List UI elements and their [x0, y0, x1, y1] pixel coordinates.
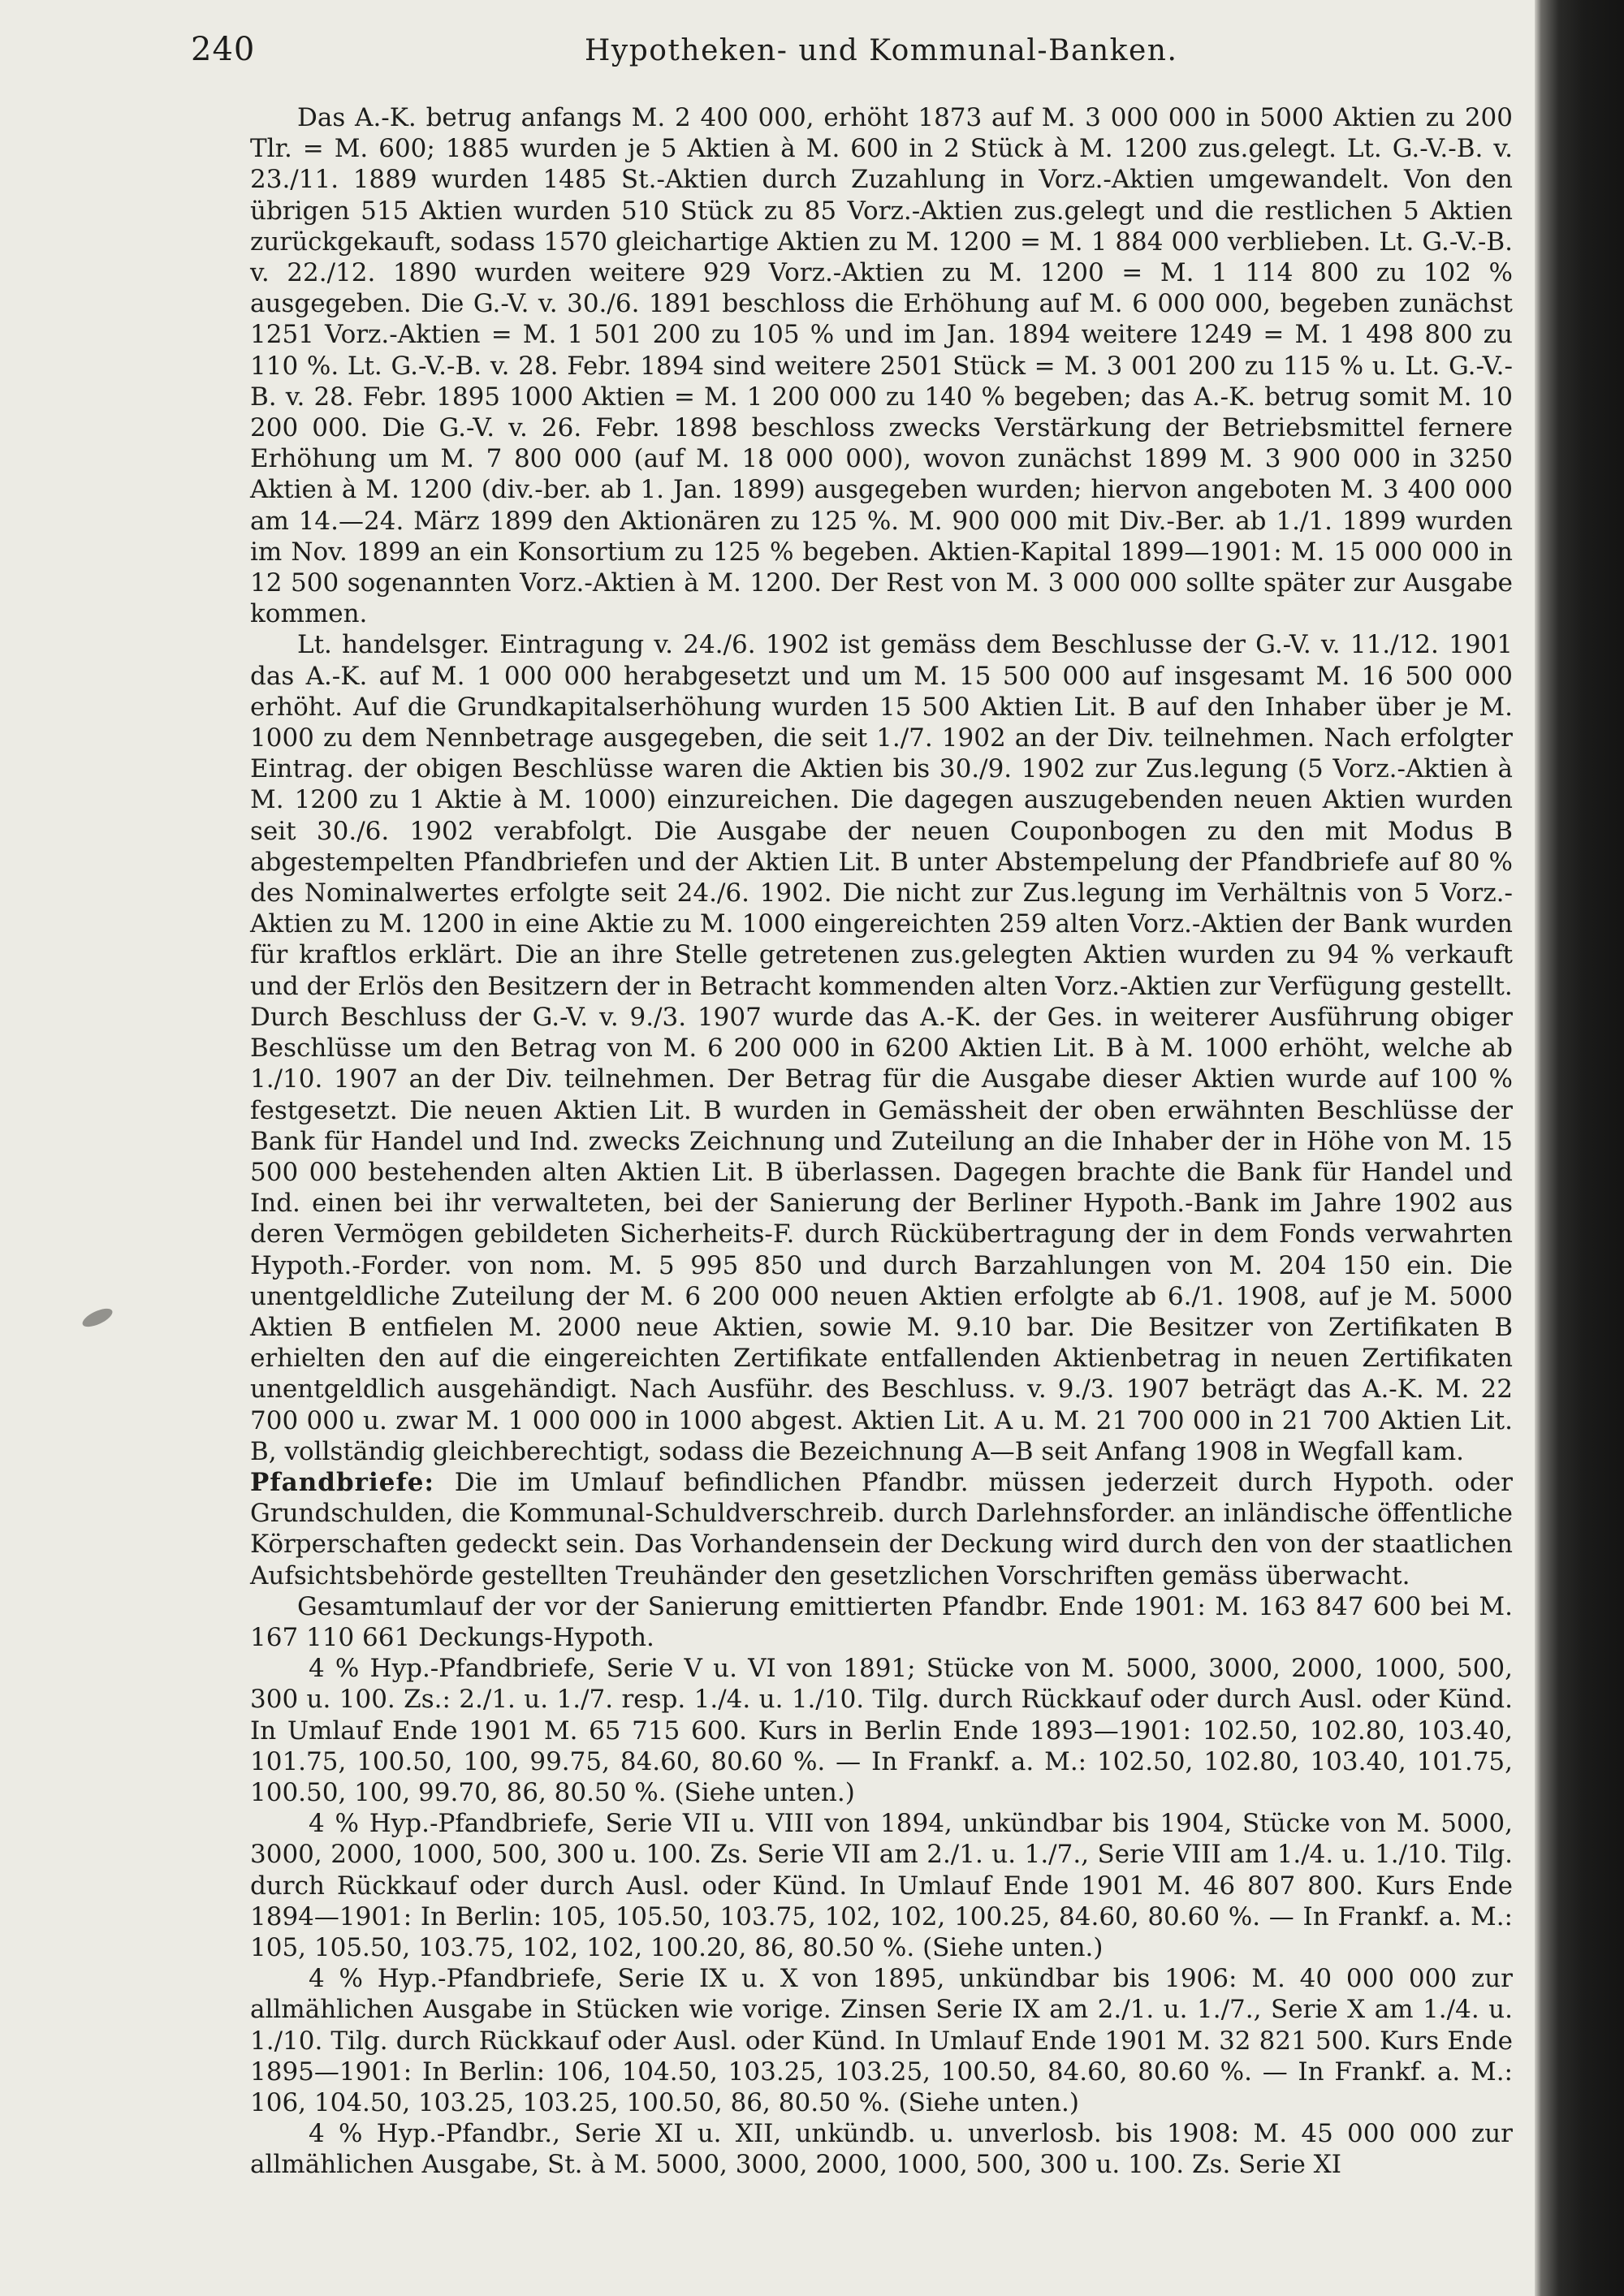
paragraph-series-ix-x: 4 % Hyp.-Pfandbriefe, Serie IX u. X von 1895, unkündbar bis 1906: M. 40 000 000 zur allmählichen Ausgabe in Stücken wie vorige. Zinsen Serie IX am 2./1. u. 1./7., Serie X am 1./4. u. 1./10. Tilg. durch Rückkauf oder Ausl. oder Künd. In Umlauf Ende 1901 M. 32 821 500. Kurs Ende 1895—1901: In Berlin: 106, 104.50, 103.25, 103.25, 100.50, 84.60, 80.60 %. — In Frankf. a. M.: 106, 104.50, 103.25, 103.25, 100.50, 86, 80.50 %. (Siehe unten.) [250, 1964, 1513, 2117]
paragraph-pfandbriefe [250, 1467, 1513, 1591]
pfandbriefe-term: Pfandbriefe: [250, 1467, 434, 1497]
paragraph-capital-increase-1907: Durch Beschluss der G.-V. v. 9./3. 1907 wurde das A.-K. der Ges. in weiterer Ausführung obiger Beschlüsse um den Betrag von M. 6 200 000 in 6200 Aktien Lit. B à M. 1000 erhöht, welche ab 1./10. 1907 an der Div. teilnehmen. Der Betrag für die Ausgabe dieser Aktien wurde auf 100 % festgesetzt. Die neuen Aktien Lit. B wurden in Gemässheit der oben erwähnten Beschlüsse der Bank für Handel und Ind. zwecks Zeichnung und Zuteilung an die Inhaber der in Höhe von M. 15 500 000 bestehenden alten Aktien Lit. B überlassen. Dagegen brachte die Bank für Handel und Ind. einen bei ihr verwalteten, bei der Sanierung der Berliner Hypoth.-Bank im Jahre 1902 aus deren Vermögen gebildeten Sicherheits-F. durch Rückübertragung der in dem Fonds verwahrten Hypoth.-Forder. von nom. M. 5 995 850 und durch Barzahlungen von M. 204 150 ein. Die unentgeldliche Zuteilung der M. 6 200 000 neuen Aktien erfolgte ab 6./1. 1908, auf je M. 5000 Aktien B entfielen M. 2000 neue Aktien, sowie M. 9.10 bar. Die Besitzer von Zertifikaten B erhielten den auf die eingereichten Zertifikate entfallenden Aktienbetrag in neuen Zertifikaten unentgeldlich ausgehändigt. Nach Ausführ. des Beschluss. v. 9./3. 1907 beträgt das A.-K. M. 22 700 000 u. zwar M. 1 000 000 in 1000 abgest. Aktien Lit. A u. M. 21 700 000 in 21 700 Aktien Lit. B, vollständig gleichberechtigt, sodass die Bezeichnung A—B seit Anfang 1908 in Wegfall kam. [250, 1002, 1513, 1466]
paragraph-capital-reduction-1902: Lt. handelsger. Eintragung v. 24./6. 1902 ist gemäss dem Beschlusse der G.-V. v. 11./12. 1901 das A.-K. auf M. 1 000 000 herabgesetzt und um M. 15 500 000 auf insgesamt M. 16 500 000 erhöht. Auf die Grundkapitalserhöhung wurden 15 500 Aktien Lit. B auf den Inhaber über je M. 1000 zu dem Nennbetrage ausgegeben, die seit 1./7. 1902 an der Div. teilnehmen. Nach erfolgter Eintrag. der obigen Beschlüsse waren die Aktien bis 30./9. 1902 zur Zus.legung (5 Vorz.-Aktien à M. 1200 zu 1 Aktie à M. 1000) einzureichen. Die dagegen auszugebenden neuen Aktien wurden seit 30./6. 1902 verabfolgt. Die Ausgabe der neuen Couponbogen zu den mit Modus B abgestempelten Pfandbriefen und der Aktien Lit. B unter Abstempelung der Pfandbriefe auf 80 % des Nominalwertes erfolgte seit 24./6. 1902. Die nicht zur Zus.legung im Verhältnis von 5 Vorz.-Aktien zu M. 1200 in eine Aktie zu M. 1000 eingereichten 259 alten Vorz.-Aktien der Bank wurden für kraftlos erklärt. Die an ihre Stelle getretenen zus.gelegten Aktien wurden zu 94 % verkauft und der Erlös den Besitzern der in Betracht kommenden alten Vorz.-Aktien zur Verfügung gestellt. [250, 630, 1513, 1001]
page-header [191, 31, 1531, 80]
ink-smudge [80, 1305, 114, 1330]
book-spine-shadow [1535, 0, 1624, 2296]
pfandbriefe-text: Die im Umlauf befindlichen Pfandbr. müssen jederzeit durch Hypoth. oder Grundschulden, die Kommunal-Schuldverschreib. durch Darlehnsforder. an inländische öffentliche Körperschaften gedeckt sein. Das Vorhandensein der Deckung wird durch den von der staatlichen Aufsichtsbehörde gestellten Treuhänder den gesetzlichen Vorschriften gemäss überwacht. [250, 1467, 1513, 1590]
paragraph-series-xi-xii: 4 % Hyp.-Pfandbr., Serie XI u. XII, unkündb. u. unverlosb. bis 1908: M. 45 000 000 zur allmählichen Ausgabe, St. à M. 5000, 3000, 2000, 1000, 500, 300 u. 100. Zs. Serie XI [250, 2119, 1513, 2180]
paragraph-share-capital-history: Das A.-K. betrug anfangs M. 2 400 000, erhöht 1873 auf M. 3 000 000 in 5000 Aktien zu 200 Tlr. = M. 600; 1885 wurden je 5 Aktien à M. 600 in 2 Stück à M. 1200 zus.gelegt. Lt. G.-V.-B. v. 23./11. 1889 wurden 1485 St.-Aktien durch Zuzahlung in Vorz.-Aktien umgewandelt. Von den übrigen 515 Aktien wurden 510 Stück zu 85 Vorz.-Aktien zus.gelegt und die restlichen 5 Aktien zurückgekauft, sodass 1570 gleichartige Aktien zu M. 1200 = M. 1 884 000 verblieben. Lt. G.-V.-B. v. 22./12. 1890 wurden weitere 929 Vorz.-Aktien zu M. 1200 = M. 1 114 800 zu 102 % ausgegeben. Die G.-V. v. 30./6. 1891 beschloss die Erhöhung auf M. 6 000 000, begeben zunächst 1251 Vorz.-Aktien = M. 1 501 200 zu 105 % und im Jan. 1894 weitere 1249 = M. 1 498 800 zu 110 %. Lt. G.-V.-B. v. 28. Febr. 1894 sind weitere 2501 Stück = M. 3 001 200 zu 115 % u. Lt. G.-V.-B. v. 28. Febr. 1895 1000 Aktien = M. 1 200 000 zu 140 % begeben; das A.-K. betrug somit M. 10 200 000. Die G.-V. v. 26. Febr. 1898 beschloss zwecks Verstärkung der Betriebsmittel fernere Erhöhung um M. 7 800 000 (auf M. 18 000 000), wovon zunächst 1899 M. 3 900 000 in 3250 Aktien à M. 1200 (div.-ber. ab 1. Jan. 1899) ausgegeben wurden; hiervon angeboten M. 3 400 000 am 14.—24. März 1899 den Aktionären zu 125 %. M. 900 000 mit Div.-Ber. ab 1./1. 1899 wurden im Nov. 1899 an ein Konsortium zu 125 % begeben. Aktien-Kapital 1899—1901: M. 15 000 000 in 12 500 sogenannten Vorz.-Aktien à M. 1200. Der Rest von M. 3 000 000 sollte später zur Ausgabe kommen. [250, 103, 1513, 629]
paragraph-total-circulation: Gesamtumlauf der vor der Sanierung emittierten Pfandbr. Ende 1901: M. 163 847 600 bei M. 167 110 661 Deckungs-Hypoth. [250, 1591, 1513, 1652]
running-title: Hypotheken- und Kommunal-Banken. [585, 34, 1178, 67]
paragraph-series-v-vi: 4 % Hyp.-Pfandbriefe, Serie V u. VI von 1891; Stücke von M. 5000, 3000, 2000, 1000, 500, 300 u. 100. Zs.: 2./1. u. 1./7. resp. 1./4. u. 1./10. Tilg. durch Rückkauf oder durch Ausl. oder Künd. In Umlauf Ende 1901 M. 65 715 600. Kurs in Berlin Ende 1893—1901: 102.50, 102.80, 103.40, 101.75, 100.50, 100, 99.75, 84.60, 80.60 %. — In Frankf. a. M.: 102.50, 102.80, 103.40, 101.75, 100.50, 100, 99.70, 86, 80.50 %. (Siehe unten.) [250, 1654, 1513, 1807]
paragraph-series-vii-viii: 4 % Hyp.-Pfandbriefe, Serie VII u. VIII von 1894, unkündbar bis 1904, Stücke von M. 5000, 3000, 2000, 1000, 500, 300 u. 100. Zs. Serie VII am 2./1. u. 1./7., Serie VIII am 1./4. u. 1./10. Tilg. durch Rückkauf oder durch Ausl. oder Künd. In Umlauf Ende 1901 M. 46 807 800. Kurs Ende 1894—1901: In Berlin: 105, 105.50, 103.75, 102, 102, 100.25, 84.60, 80.60 %. — In Frankf. a. M.: 105, 105.50, 103.75, 102, 102, 100.20, 86, 80.50 %. (Siehe unten.) [250, 1809, 1513, 1962]
page-number: 240 [191, 31, 256, 68]
body-text [250, 102, 1513, 2181]
